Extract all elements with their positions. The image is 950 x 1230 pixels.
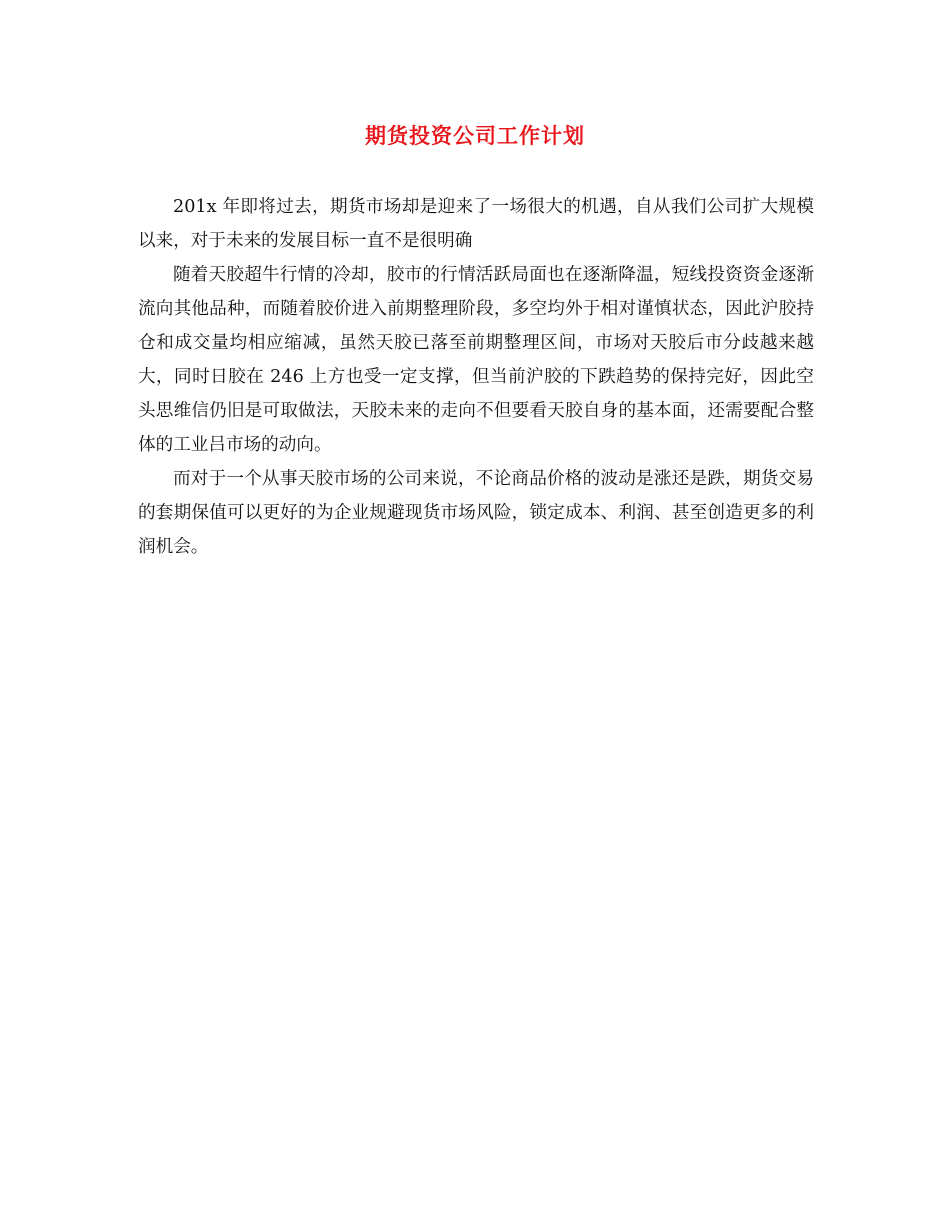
paragraph-3: 而对于一个从事天胶市场的公司来说，不论商品价格的波动是涨还是跌，期货交易的套期保值可以更好的为企业规避现货市场风险，锁定成本、利润、甚至创造更多的利润机会。 <box>138 469 814 557</box>
document-body <box>138 190 814 564</box>
paragraph-2: 随着天胶超牛行情的冷却，胶市的行情活跃局面也在逐渐降温，短线投资资金逐渐流向其他品种，而随着胶价进入前期整理阶段，多空均外于相对谨慎状态，因此沪胶持仓和成交量均相应缩减，虽然天胶已落至前期整理区间，市场对天胶后市分歧越来越大，同时日胶在 246 上方也受一定支撑，但当前沪胶的下跌趋势的保持完好，因此空头思维信仍旧是可取做法，天胶未来的走向不但要看天胶自身的基本面，还需要配合整体的工业吕市场的动向。 <box>138 265 814 455</box>
document-title: 期货投资公司工作计划 <box>365 124 585 148</box>
paragraph-1: 201x 年即将过去，期货市场却是迎来了一场很大的机遇，自从我们公司扩大规模以来，对于未来的发展目标一直不是很明确 <box>138 197 814 251</box>
